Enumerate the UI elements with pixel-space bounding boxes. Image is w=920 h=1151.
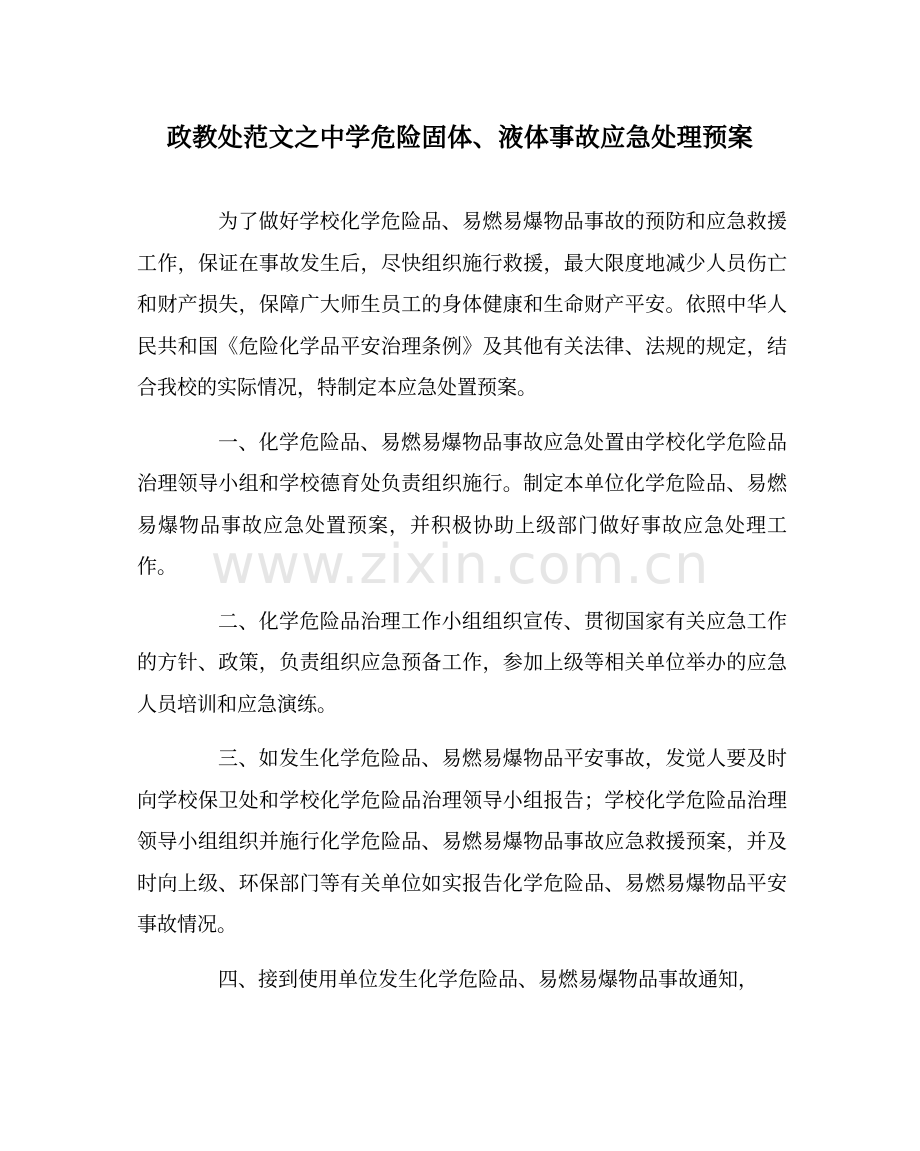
document-body — [137, 201, 787, 1013]
paragraph-item-1: 一、化学危险品、易燃易爆物品事故应急处置由学校化学危险品治理领导小组和学校德育处负责组织施行。制定本单位化学危险品、易燃易爆物品事故应急处置预案，并积极协助上级部门做好事故应急处理工作。 — [137, 429, 787, 578]
paragraph-item-4: 四、接到使用单位发生化学危险品、易燃易爆物品事故通知， — [218, 966, 758, 991]
paragraph-item-3: 三、如发生化学危险品、易燃易爆物品平安事故，发觉人要及时向学校保卫处和学校化学危险品治理领导小组报告；学校化学危险品治理领导小组组织并施行化学危险品、易燃易爆物品事故应急救援预案，并及时向上级、环保部门等有关单位如实报告化学危险品、易燃易爆物品平安事故情况。 — [137, 746, 787, 936]
paragraph-item-2: 二、化学危险品治理工作小组组织宣传、贯彻国家有关应急工作的方针、政策，负责组织应急预备工作，参加上级等相关单位举办的应急人员培训和应急演练。 — [137, 608, 787, 716]
document-title: 政教处范文之中学危险固体、液体事故应急处理预案 — [166, 123, 754, 152]
paragraph-intro: 为了做好学校化学危险品、易燃易爆物品事故的预防和应急救援工作，保证在事故发生后，尽快组织施行救援，最大限度地减少人员伤亡和财产损失，保障广大师生员工的身体健康和生命财产平安。依照中华人民共和国《危险化学品平安治理条例》及其他有关法律、法规的规定，结合我校的实际情况，特制定本应急处置预案。 — [137, 209, 787, 399]
watermark: www.zixin.com.cn — [210, 533, 710, 596]
